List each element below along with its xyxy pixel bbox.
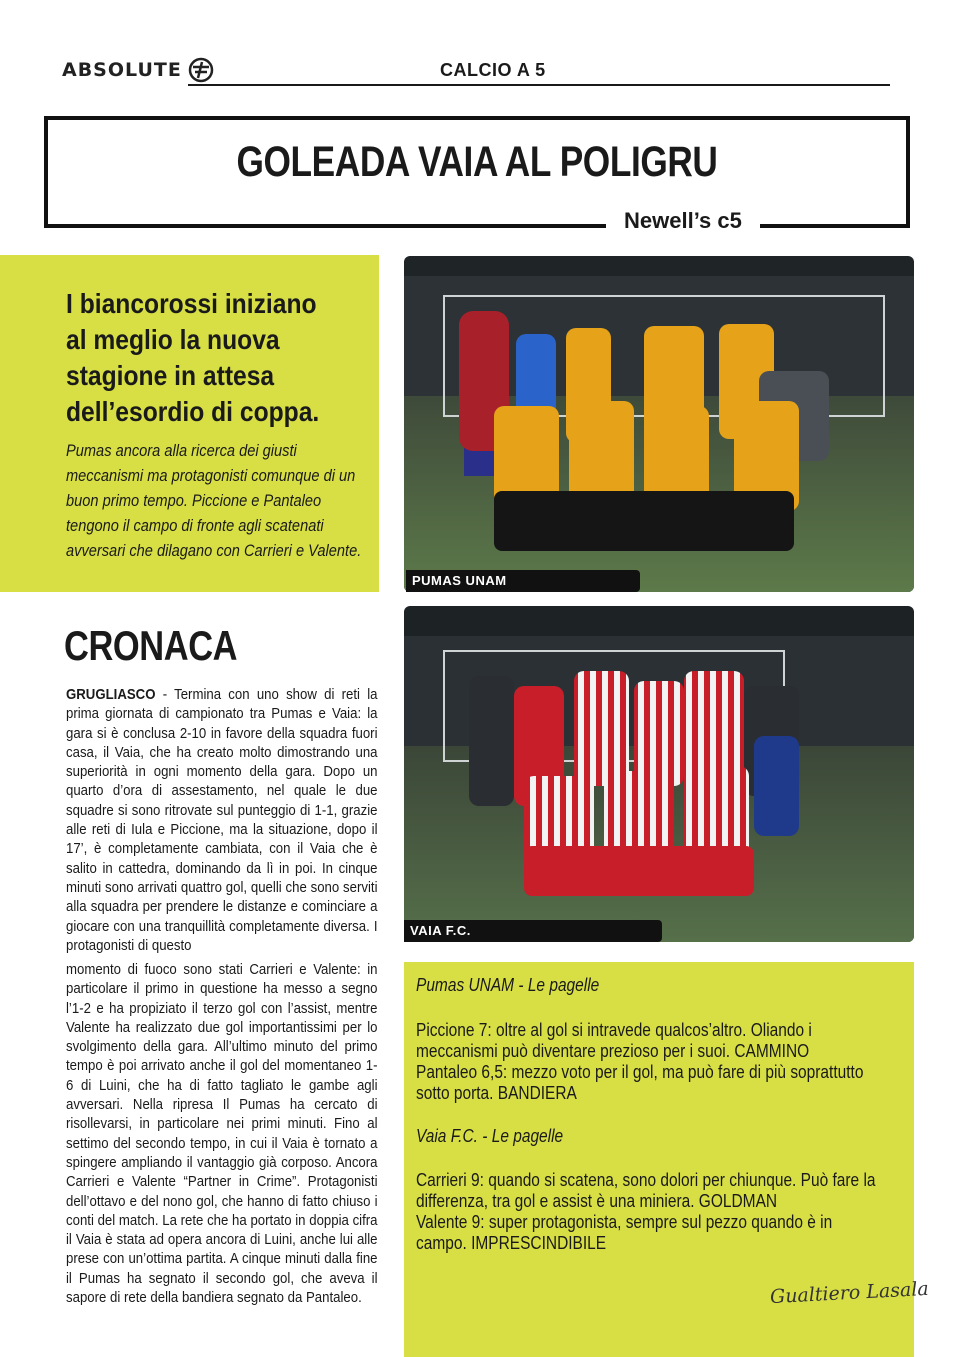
magazine-logo [62,54,216,86]
cronaca-heading: CRONACA [64,622,238,669]
logo-text: ABSOLUTE [62,59,182,81]
photo-caption-vaia: VAIA F.C. [404,920,662,942]
photo-caption-pumas: PUMAS UNAM [406,570,640,592]
team-photo-vaia [404,606,914,942]
dateline-place: GRUGLIASCO [66,686,156,703]
header-rule [188,84,890,86]
cronaca-text-part-1 [66,685,378,955]
team-photo-pumas [404,256,914,592]
ratings-heading-vaia: Vaia F.C. - Le pagelle [416,1126,564,1146]
lead-headline: I biancorossi iniziano al meglio la nuova stagione in attesa dell’esordio di coppa. [66,288,320,427]
section-label: CALCIO A 5 [440,60,546,80]
author-signature: Gualtiero Lasala [769,1277,930,1309]
cronaca-paragraph-1: - Termina con uno show di reti la prima giornata di campionato tra Pumas e Vaia: la gara si è conclusa 2-10 in favore della squadra fuori casa, il Vaia, che ha creato molto dimostrando una superiorità in ogni momento della gara. Dopo un quarto d’ora di assestamento, nel quale le due squadre si sono ritrovate sul punteggio di 1-1, grazie alle reti di Iula e Piccione, ma la situazione, dopo il 17’, è completamente cambiata, con il Vaia che è salito in cattedra, dominando da lì in poi. In cinque minuti sono arrivati quattro gol, quelli che sono serviti alla squadra per prendere le distanze e cominciare a giocare con una tranquillità completamente diversa. I protagonisti di questo [66,686,378,954]
rating-pantaleo: Pantaleo 6,5: mezzo voto per il gol, ma può fare di più soprattutto sotto porta. BANDIERA [416,1062,864,1103]
rating-piccione: Piccione 7: oltre al gol si intravede qualcos’altro. Oliando i meccanismi può diventare prezioso per i suoi. CAMMINO [416,1020,812,1061]
lead-subheading: Pumas ancora alla ricerca dei giusti meccanismi ma protagonisti comunque di un buon primo tempo. Piccione e Pantaleo tengono il campo di fronte agli scatenati avversari che dilagano con Carrieri e Valente. [66,441,362,560]
cronaca-text-part-2: momento di fuoco sono stati Carrieri e Valente: in particolare il primo in questione ha messo a segno l’1-2 e ha propiziato il terzo gol con l’assist, mentre Valente ha realizzato due gol importantissimi per lo svolgimento della gara. All’ultimo minuto del primo tempo è poi arrivato anche il gol del momentaneo 1-6 di Luini, che ha di fatto tagliato le gambe agli avversari. Nella ripresa Il Pumas ha cercato di risollevarsi, in particolare nei primi minuti. Fino al settimo del secondo tempo, in cui il Vaia è tornato a spingere ampliando il vantaggio già corposo. Ancora Carrieri e Valente “Partner in Crime”. Protagonisti dell’ottavo e del nono gol, che hanno di fatto chiuso i conti del match. La rete che ha portato in doppia cifra il Vaia è stata ad opera ancora di Luini, anche lui alle prese con un’ottima partita. A cinque minuti dalla fine il Pumas ha segnato il secondo gol, che aveva il sapore di rete della bandiera segnato da Pantaleo. [66,961,378,1307]
rating-carrieri: Carrieri 9: quando si scatena, sono dolori per chiunque. Può fare la differenza, tra gol e assist è una miniera. GOLDMAN [416,1170,876,1211]
team-tag: Newell’s c5 [606,208,760,234]
ratings-heading-pumas: Pumas UNAM - Le pagelle [416,975,600,995]
article-title: GOLEADA VAIA AL POLIGRU [236,138,718,186]
rating-valente: Valente 9: super protagonista, sempre sul pezzo quando è in campo. IMPRESCINDIBILE [416,1212,833,1253]
logo-badge-icon [186,57,216,83]
